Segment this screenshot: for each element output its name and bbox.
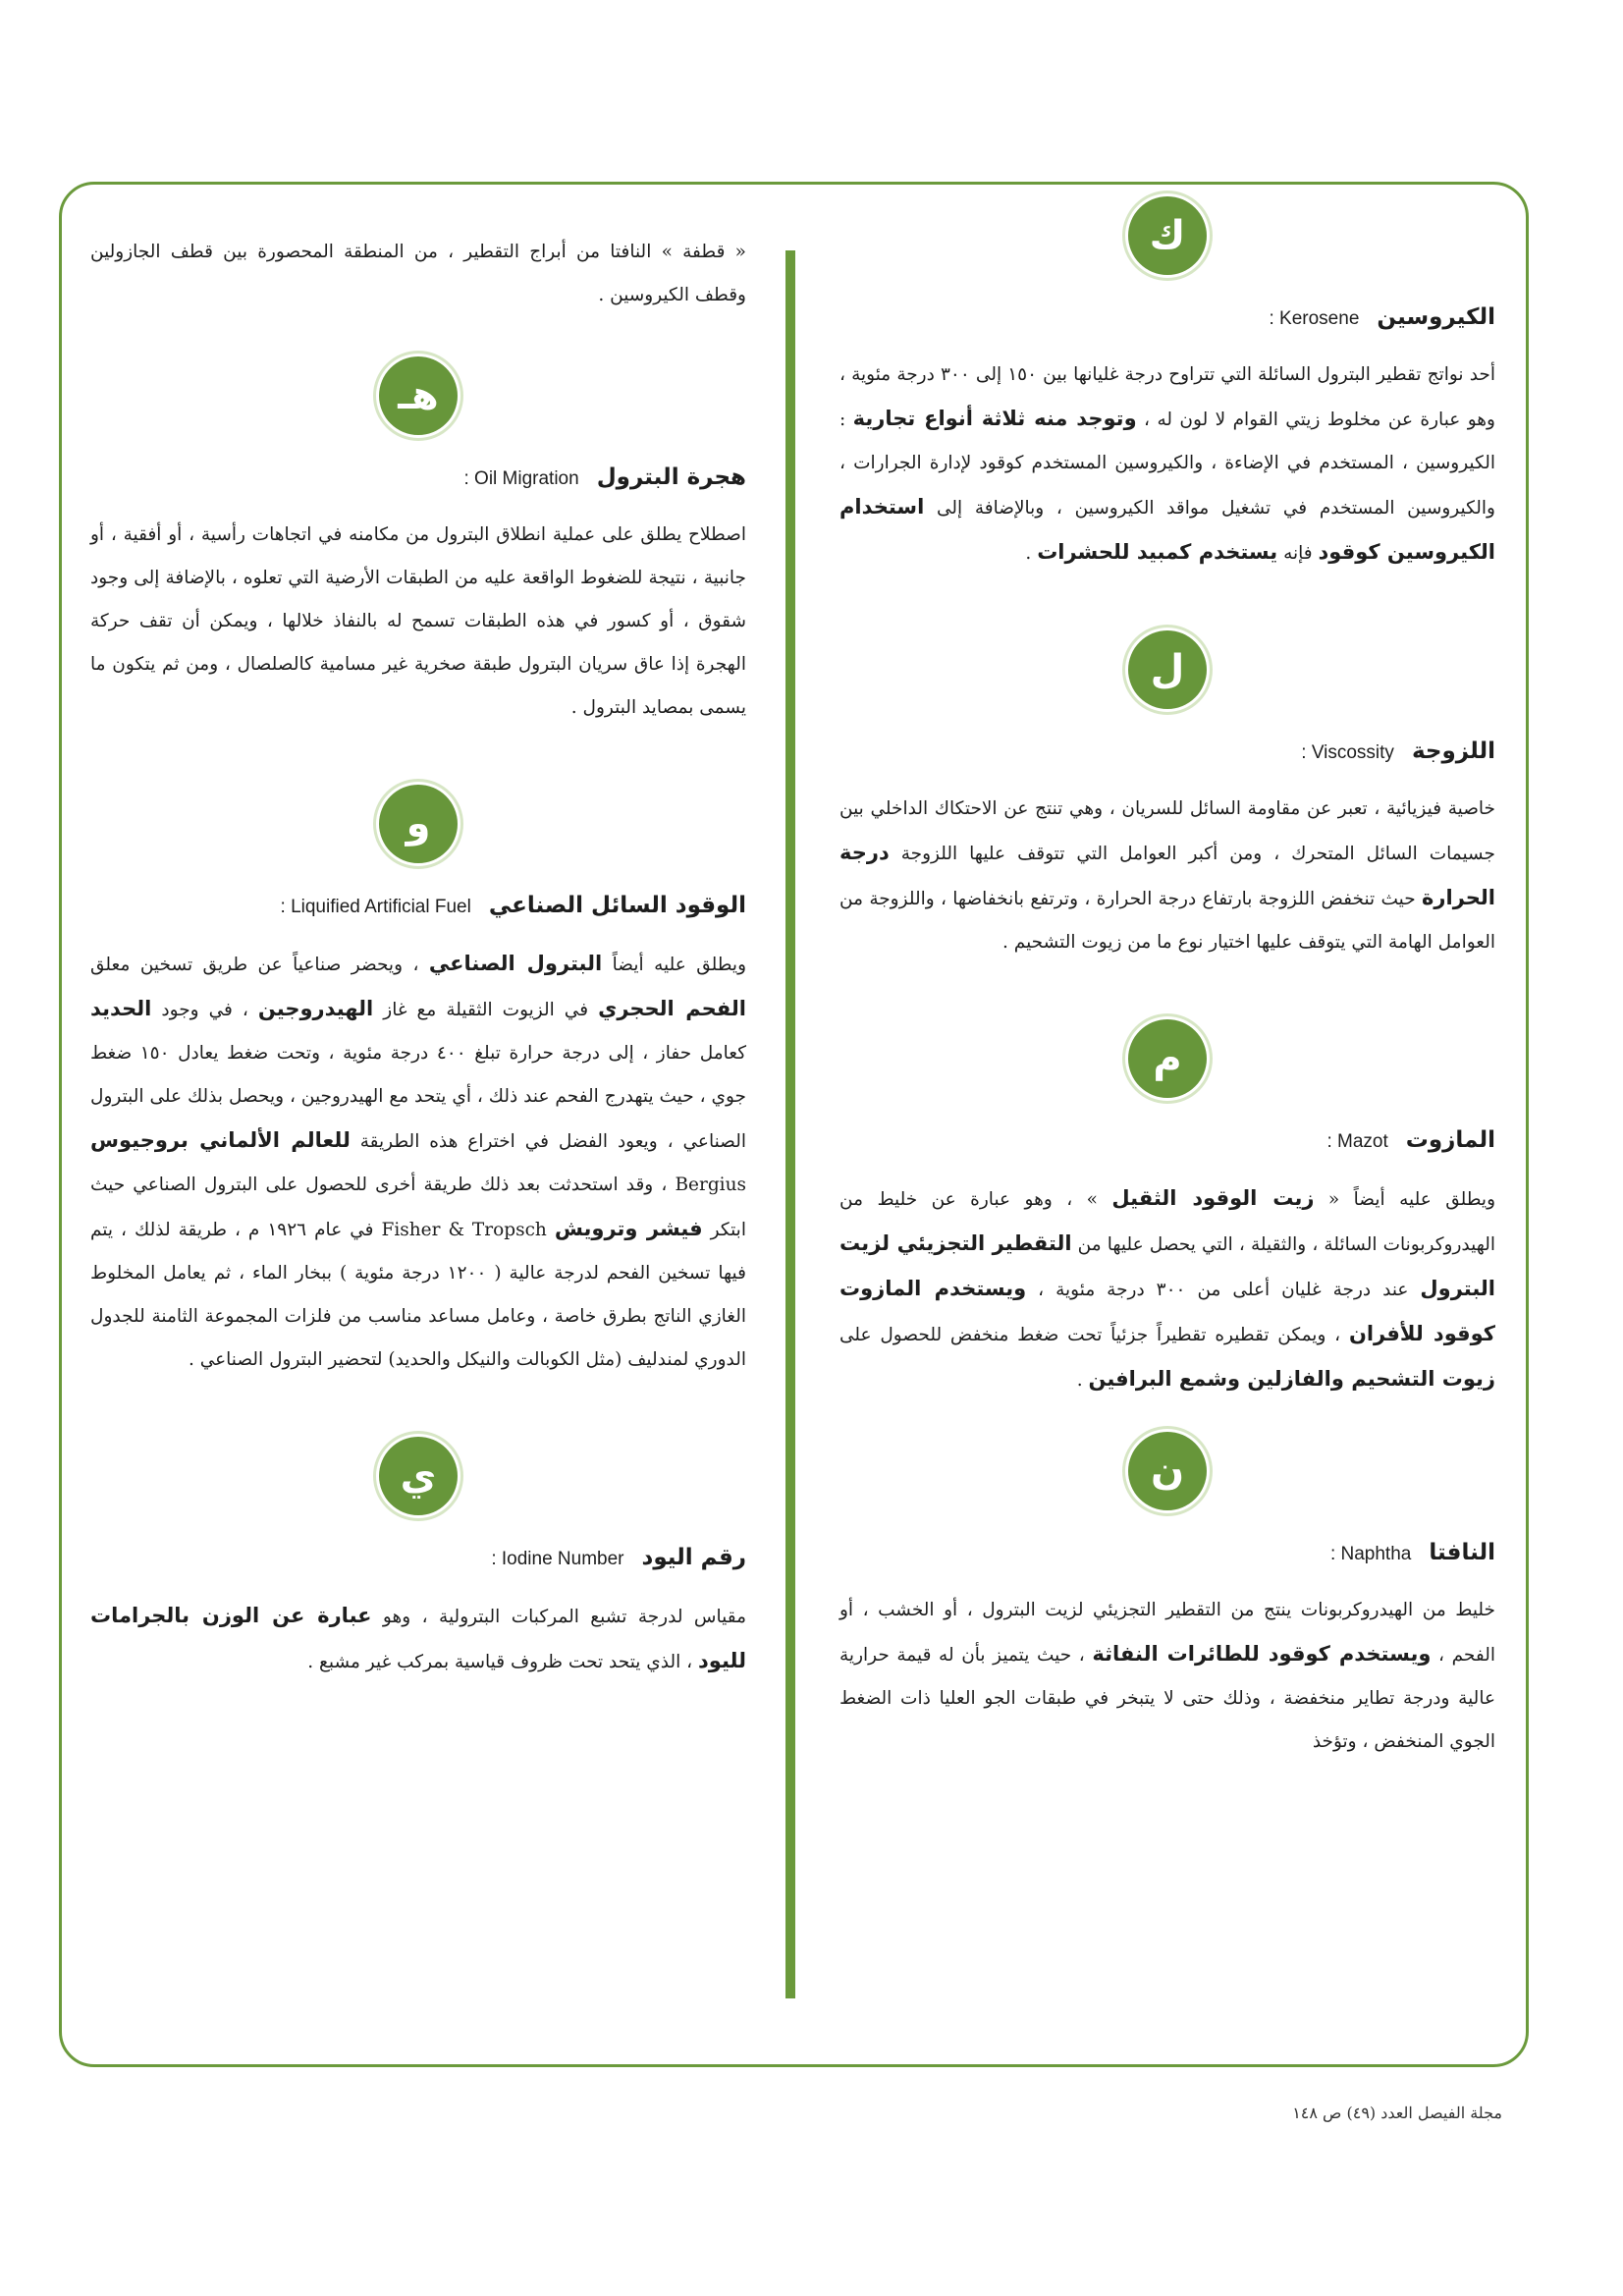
emphasis-text: زيت الوقود الثقيل	[1111, 1186, 1315, 1210]
naphtha-continuation-text: « قطفة » النافتا من أبراج التقطير ، من المنطقة المحصورة بين قطف الجازولين وقطف الكيروسين .	[90, 242, 746, 305]
entry-english-term: Oil Migration :	[463, 468, 579, 489]
entry-english-term: Iodine Number :	[491, 1549, 624, 1569]
entry-heading	[839, 738, 1495, 764]
entry-heading	[90, 893, 746, 918]
entry-text	[90, 1594, 746, 1684]
entry-kerosene	[839, 196, 1495, 575]
column-divider	[785, 250, 795, 1998]
text-segment: خاصية فيزيائية ، تعبر عن مقاومة السائل للسريان ، وهي تنتج عن الاحتكاك الداخلي بين جسيمات السائل المتحرك ، ومن أكبر العوامل التي تتوقف عليها اللزوجة	[839, 798, 1495, 864]
left-column	[90, 231, 746, 1714]
entry-english-term: Mazot :	[1326, 1131, 1388, 1152]
emphasis-text: الهيدروجين	[257, 997, 374, 1020]
entry-title: النافتا	[1429, 1540, 1495, 1565]
entry-title: اللزوجة	[1411, 738, 1495, 764]
text-segment: عند درجة غليان أعلى من ٣٠٠ درجة مئوية ،	[1026, 1280, 1421, 1300]
entry-heading	[90, 465, 746, 490]
letter-badge-icon: ن	[1128, 1432, 1207, 1510]
emphasis-text: الفحم الحجري	[598, 997, 747, 1020]
text-segment: ويطلق عليه أيضاً «	[1314, 1189, 1496, 1210]
right-column	[839, 196, 1495, 1793]
entry-text	[90, 514, 746, 730]
entry-english-term: Viscossity :	[1301, 742, 1394, 763]
emphasis-text: للعالم الألماني بروجيوس	[90, 1128, 351, 1152]
text-segment: أحد نواتج تقطير البترول السائلة التي تتراوح درجة غليانها بين ١٥٠ إلى ٣٠٠ درجة مئوية ، وهو عبارة عن مخلوط زيتي القوام لا لون له ،	[839, 364, 1495, 430]
entry-title: هجرة البترول	[596, 465, 746, 490]
text-segment: في الزيوت الثقيلة مع غاز	[373, 1000, 599, 1020]
emphasis-text: ويستخدم المازوت كوقود للأفران	[839, 1277, 1495, 1345]
text-segment: حيث تنخفض اللزوجة بارتفاع درجة الحرارة ، وترتفع بانخفاضها ، واللزوجة من العوامل الهامة التي يتوقف عليها اختيار نوع ما من زيوت التشحيم .	[839, 889, 1495, 953]
text-segment: اصطلاح يطلق على عملية انطلاق البترول من مكامنه في اتجاهات رأسية ، أو أفقية ، أو جانبية ، نتيجة للضغوط الواقعة عليه من الطبقات الأرضية التي تعلوه ، بالإضافة إلى وجود شقوق ، أو كسور في هذه الطبقات تسمح له بالنفاذ خلالها ، ويمكن أن تقف حركة الهجرة إذا عاق سريان البترول طبقة صخرية غير مسامية كالصلصال ، ومن ثم يتكون ما يسمى بمصايد البترول .	[90, 524, 746, 718]
emphasis-text: ويستخدم كوقود للطائرات النفاثة	[1092, 1642, 1432, 1666]
text-segment: : الكيروسين ، المستخدم في الإضاءة ، والكيروسين المستخدم كوقود لإدارة الجرارات ، والكيروسين المستخدم في تشغيل مواقد الكيروسين ، وبالإضافة إلى	[839, 410, 1495, 519]
text-segment: ، حيث يتميز بأن له قيمة حرارية عالية ودرجة تطاير منخفضة ، وذلك حتى لا يتبخر في طبقات الجو العليا ذات الضغط الجوي المنخفض ، وتؤخذ	[839, 1645, 1495, 1752]
text-segment: مقياس لدرجة تشبع المركبات البترولية ، وهو	[371, 1607, 746, 1627]
emphasis-text: البترول الصناعي	[428, 952, 603, 975]
entry-text	[839, 1589, 1495, 1764]
text-segment: خليط من الهيدروكربونات ينتج من التقطير التجزيئي لزيت البترول ، أو الخشب ، أو الفحم ،	[839, 1600, 1495, 1666]
entry-title: الكيروسين	[1377, 304, 1495, 330]
emphasis-text: زيوت التشحيم والفازلين وشمع البرافين	[1088, 1367, 1495, 1391]
entry-viscosity	[839, 630, 1495, 964]
entry-title: المازوت	[1405, 1127, 1495, 1153]
emphasis-text: الحديد	[90, 997, 152, 1020]
emphasis-text: عبارة عن الوزن بالجرامات لليود	[90, 1604, 746, 1672]
text-segment: كعامل حفاز ، إلى درجة حرارة تبلغ ٤٠٠ درجة مئوية ، وتحت ضغط يعادل ١٥٠ ضغط جوي ، حيث يتهدرج الفحم عند ذلك ، أي يتحد مع الهيدروجين ، ويحصل بذلك على البترول الصناعي ، ويعود الفضل في اختراع هذه الطريقة	[90, 1043, 746, 1152]
entry-text	[90, 942, 746, 1382]
text-segment: ، الذي يتحد تحت ظروف قياسية بمركب غير مشبع .	[307, 1652, 699, 1672]
text-segment: Fisher & Tropsch في عام ١٩٢٦ م ، طريقة لذلك ، يتم فيها تسخين الفحم لدرجة عالية ( ١٢٠٠ درجة مئوية ) ببخار الماء ، ثم يعامل المخلوط الغازي الناتج بطرق خاصة ، وعامل مساعد مناسب من فلزات المجموعة الثامنة للجدول الدوري لمندليف (مثل الكوبالت والنيكل والحديد) لتحضير البترول الصناعي .	[90, 1220, 746, 1370]
entry-iodine-number	[90, 1437, 746, 1684]
text-segment: ويطلق عليه أيضاً	[602, 955, 746, 975]
emphasis-text: استخدام الكيروسين كوقود	[839, 495, 1495, 564]
emphasis-text: يستخدم كمبيد للحشرات	[1037, 540, 1278, 564]
entry-mazot	[839, 1019, 1495, 1402]
emphasis-text: درجة الحرارة	[839, 841, 1495, 909]
letter-badge-icon: م	[1128, 1019, 1207, 1098]
entry-liquified-fuel	[90, 785, 746, 1382]
entry-english-term: Liquified Artificial Fuel :	[280, 897, 471, 917]
emphasis-text: فيشر وترويش	[554, 1217, 703, 1240]
entry-english-term: Naphtha :	[1329, 1544, 1412, 1564]
entry-heading	[839, 1540, 1495, 1565]
entry-english-term: Kerosene :	[1269, 308, 1360, 329]
text-segment: Bergius ، وقد استحدثت بعد ذلك طريقة أخرى للحصول على البترول الصناعي حيث ابتكر	[90, 1175, 746, 1240]
emphasis-text: وتوجد منه ثلاثة أنواع تجارية	[852, 407, 1137, 430]
text-segment: .	[1076, 1370, 1089, 1391]
entry-text	[839, 354, 1495, 575]
text-segment: ، ويمكن تقطيره تقطيراً جزئياً تحت ضغط منخفض للحصول على	[839, 1325, 1349, 1345]
entry-text	[839, 1176, 1495, 1402]
letter-badge-icon: ك	[1128, 196, 1207, 275]
entry-heading	[839, 1127, 1495, 1153]
emphasis-text: التقطير التجزيئي لزيت البترول	[839, 1231, 1495, 1300]
letter-badge-icon: ي	[379, 1437, 458, 1515]
entry-oil-migration	[90, 356, 746, 730]
entry-text	[839, 788, 1495, 964]
text-segment: .	[1025, 543, 1038, 564]
letter-badge-icon: ل	[1128, 630, 1207, 709]
entry-naphtha	[839, 1432, 1495, 1764]
letter-badge-icon: هـ	[379, 356, 458, 435]
entry-heading	[90, 1545, 746, 1570]
entry-heading	[839, 304, 1495, 330]
page-footer: مجلة الفيصل العدد (٤٩) ص ١٤٨	[1292, 2104, 1502, 2122]
text-segment: ، في وجود	[151, 1000, 258, 1020]
text-segment: ، ويحضر صناعياً عن طريق تسخين معلق	[90, 955, 429, 975]
entry-title: رقم اليود	[641, 1545, 746, 1570]
entry-title: الوقود السائل الصناعي	[488, 893, 746, 918]
text-segment: » ، وهو عبارة عن خليط من الهيدروكربونات السائلة ، والثقيلة ، التي يحصل عليها من	[839, 1189, 1495, 1255]
letter-badge-icon: و	[379, 785, 458, 863]
text-segment: فإنه	[1277, 543, 1319, 564]
